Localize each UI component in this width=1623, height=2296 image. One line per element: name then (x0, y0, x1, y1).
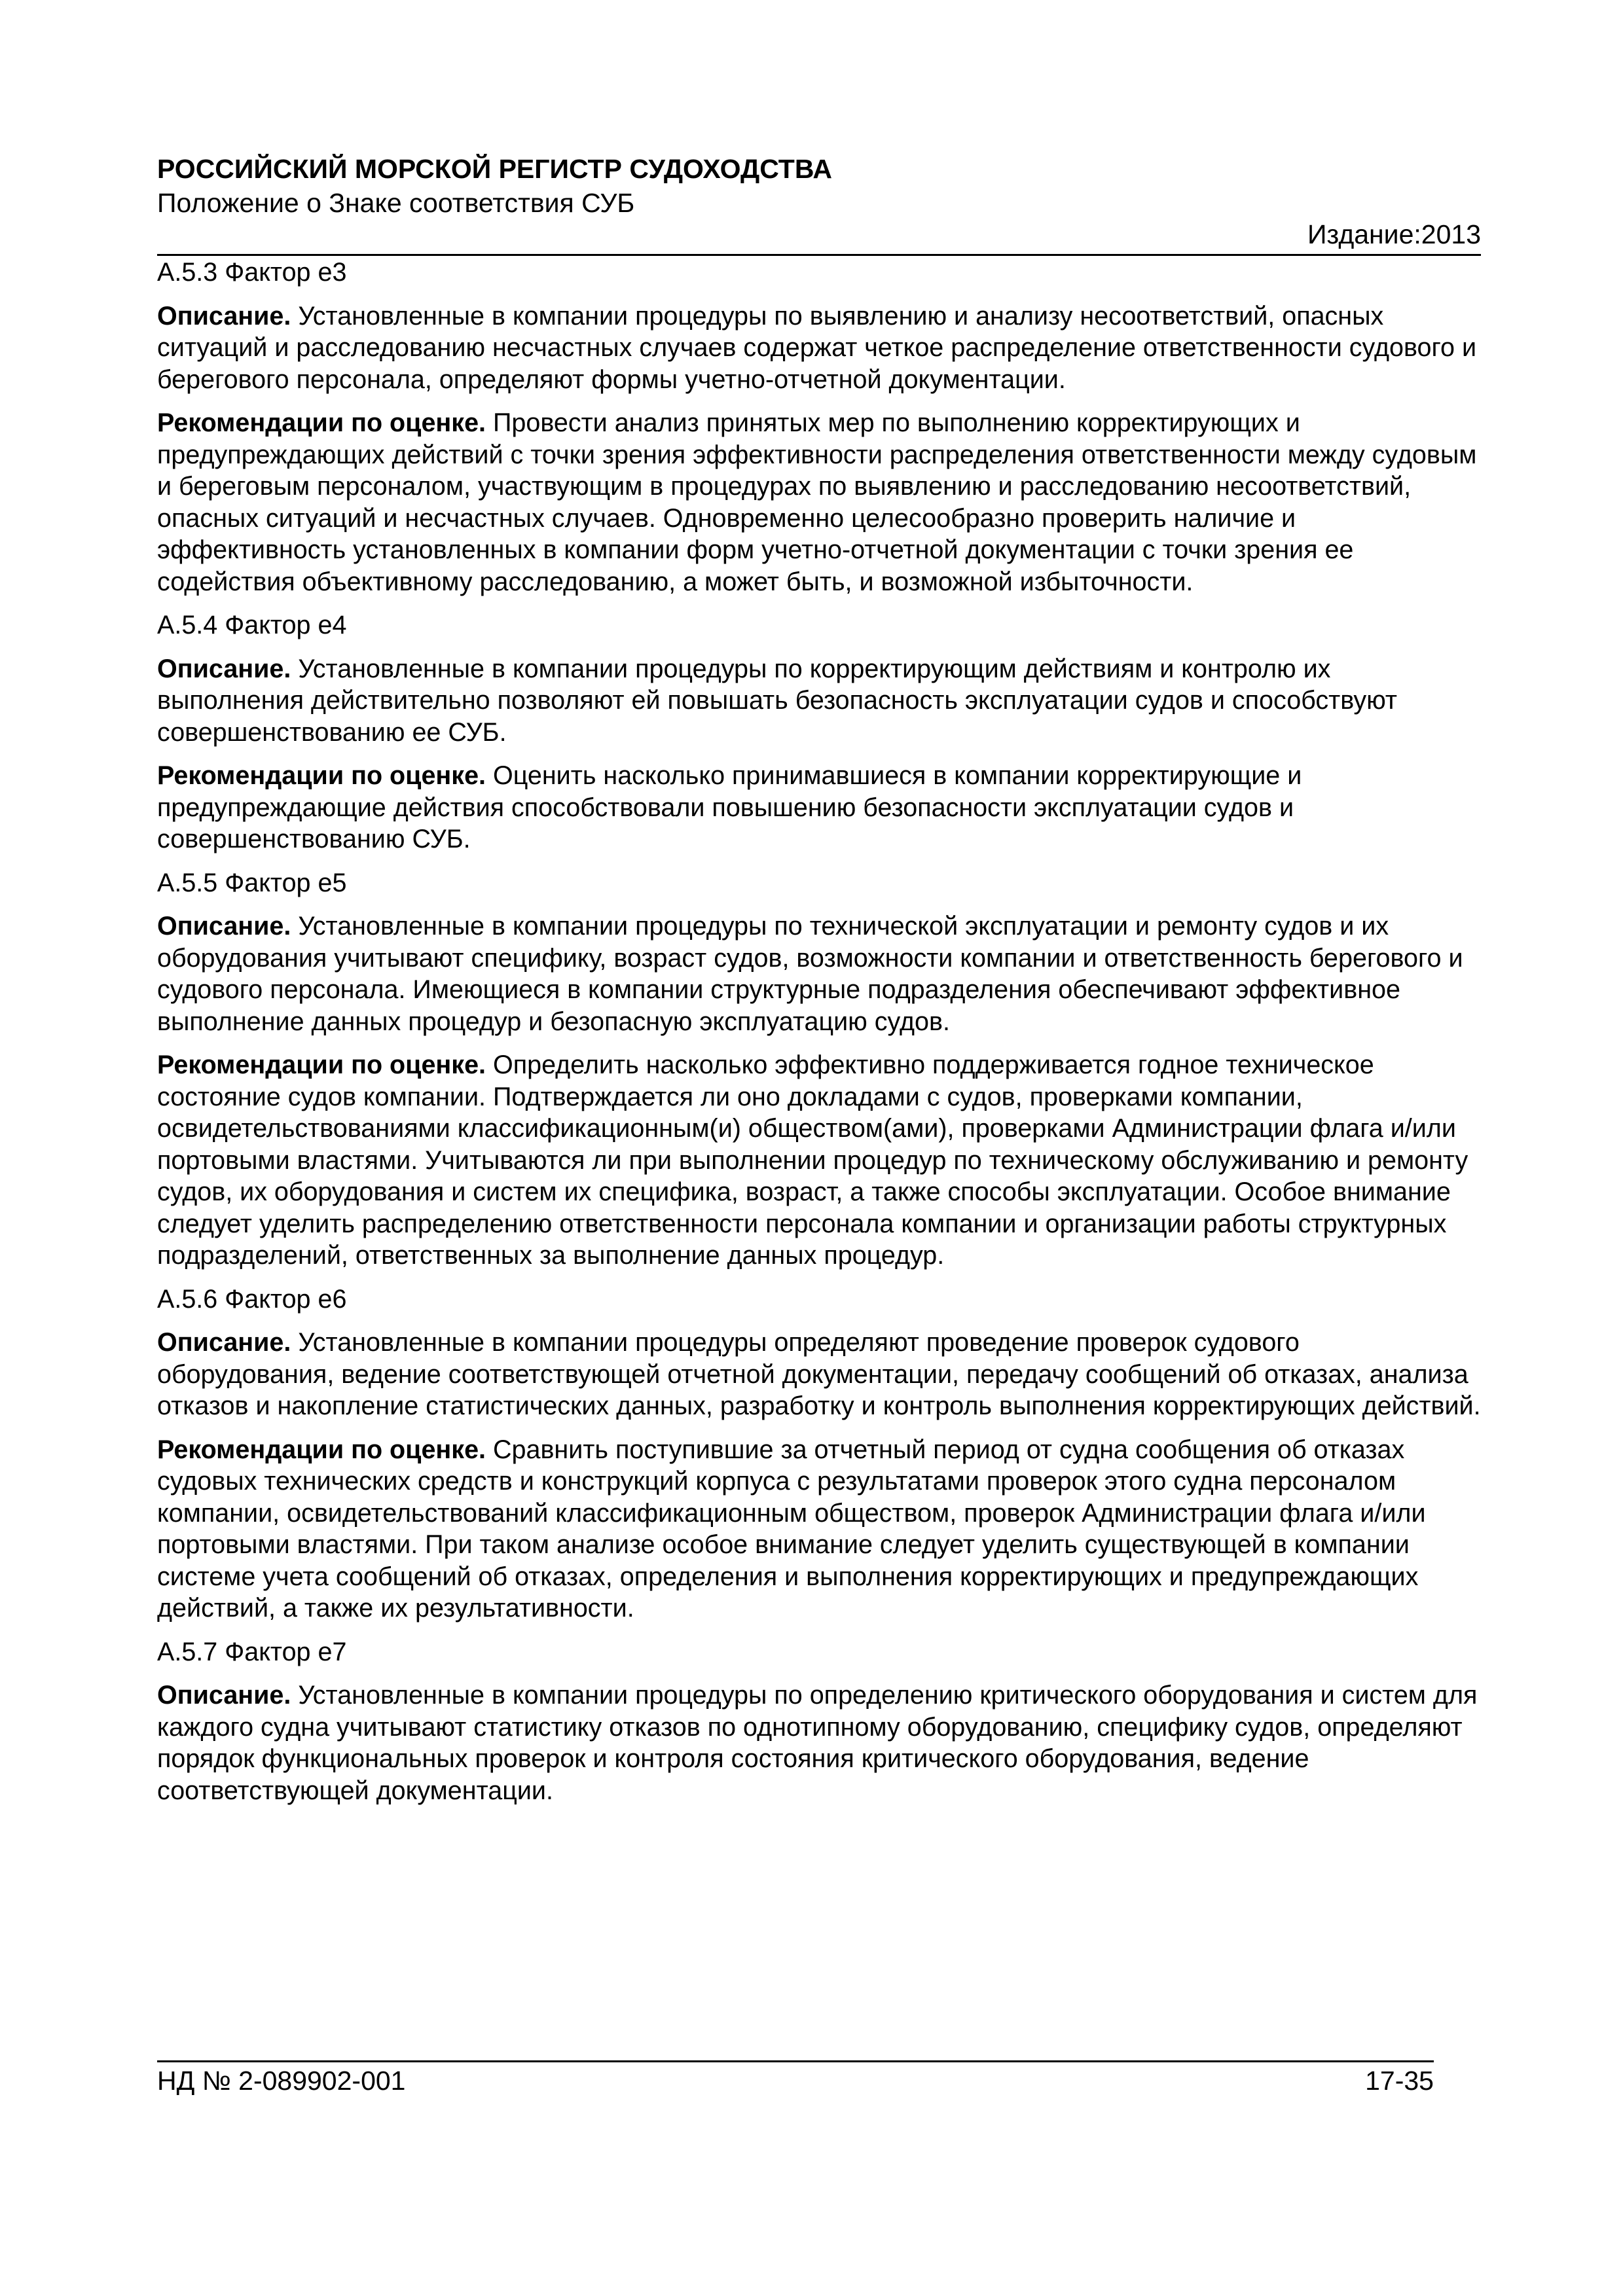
recommendation-text: Оценить насколько принимавшиеся в компании корректирующие и предупреждающие действия способствовали повышению безопасности эксплуатации судов и совершенствованию СУБ. (157, 761, 1302, 853)
section-a-5-5 (157, 867, 1481, 1272)
recommendation-paragraph (157, 1049, 1481, 1272)
organization-name: РОССИЙСКИЙ МОРСКОЙ РЕГИСТР СУДОХОДСТВА (157, 154, 833, 184)
description-paragraph (157, 1679, 1481, 1806)
description-paragraph (157, 300, 1481, 396)
description-paragraph (157, 910, 1481, 1037)
description-label: Описание. (157, 912, 291, 941)
recommendation-label: Рекомендации по оценке. (157, 408, 486, 437)
description-text: Установленные в компании процедуры по выявлению и анализу несоответствий, опасных ситуаций и расследованию несчастных случаев содержат четкое распределение ответственности судового и берегового персонала, определяют формы учетно-отчетной документации. (157, 301, 1477, 394)
description-label: Описание. (157, 1681, 291, 1710)
section-heading: А.5.7 Фактор е7 (157, 1637, 347, 1666)
recommendation-paragraph (157, 760, 1481, 855)
page-number: 17-35 (1365, 2066, 1434, 2096)
description-paragraph (157, 1327, 1481, 1422)
recommendation-text: Определить насколько эффективно поддерживается годное техническое состояние судов компании. Подтверждается ли оно докладами с судов, проверками компании, освидетельствованиями классификационным(и) обществом(ами), проверками Администрации флага и/или портовыми властями. Учитываются ли при выполнении процедур по техническому обслуживанию и ремонту судов, их оборудования и систем их специфика, возраст, а также способы эксплуатации. Особое внимание следует уделить распределению ответственности персонала компании и организации работы структурных подразделений, ответственных за выполнение данных процедур. (157, 1050, 1468, 1270)
description-text: Установленные в компании процедуры по технической эксплуатации и ремонту судов и их оборудования учитывают специфику, возраст судов, возможности компании и ответственность берегового и судового персонала. Имеющиеся в компании структурные подразделения обеспечивают эффективное выполнение данных процедур и безопасную эксплуатацию судов. (157, 912, 1463, 1036)
description-text: Установленные в компании процедуры определяют проведение проверок судового оборудования, ведение соответствующей отчетной документации, передачу сообщений об отказах, анализа отказов и накопление статистических данных, разработку и контроль выполнения корректирующих действий. (157, 1328, 1481, 1420)
description-label: Описание. (157, 1328, 291, 1357)
section-a-5-4 (157, 609, 1481, 855)
section-heading: А.5.4 Фактор е4 (157, 611, 347, 639)
recommendation-paragraph (157, 1434, 1481, 1624)
section-heading: А.5.5 Фактор е5 (157, 868, 347, 897)
page-footer (157, 2064, 1434, 2098)
description-label: Описание. (157, 301, 291, 331)
document-number: НД № 2-089902-001 (157, 2066, 406, 2096)
recommendation-paragraph (157, 407, 1481, 598)
description-text: Установленные в компании процедуры по определению критического оборудования и систем для каждого судна учитывают статистику отказов по однотипному оборудованию, специфику судов, определяют порядок функциональных проверок и контроля состояния критического оборудования, ведение соответствующей документации. (157, 1681, 1478, 1805)
recommendation-text: Сравнить поступившие за отчетный период от судна сообщения об отказах судовых технических средств и конструкций корпуса с результатами проверок этого судна персоналом компании, освидетельствований классификационным обществом, проверок Администрации флага и/или портовыми властями. При таком анализе особое внимание следует уделить существующей в компании системе учета сообщений об отказах, определения и выполнения корректирующих и предупреждающих действий, а также их результативности. (157, 1435, 1426, 1623)
recommendation-label: Рекомендации по оценке. (157, 1050, 486, 1079)
description-label: Описание. (157, 654, 291, 683)
recommendation-text: Провести анализ принятых мер по выполнению корректирующих и предупреждающих действий с точки зрения эффективности распределения ответственности между судовым и береговым персоналом, участвующим в процедурах по выявлению и расследованию несоответствий, опасных ситуаций и несчастных случаев. Одновременно целесообразно проверить наличие и эффективность установленных в компании форм учетно-отчетной документации с точки зрения ее содействия объективному расследованию, а может быть, и возможной избыточности. (157, 408, 1477, 596)
footer-divider (157, 2060, 1434, 2062)
page-header (157, 152, 1481, 249)
section-a-5-7 (157, 1636, 1481, 1807)
section-heading: А.5.3 Фактор е3 (157, 258, 347, 287)
section-a-5-3 (157, 257, 1481, 598)
recommendation-label: Рекомендации по оценке. (157, 1435, 486, 1464)
section-a-5-6 (157, 1283, 1481, 1624)
description-paragraph (157, 653, 1481, 749)
edition-label: Издание:2013 (1307, 219, 1481, 249)
recommendation-label: Рекомендации по оценке. (157, 761, 486, 790)
document-body (157, 257, 1481, 1818)
header-divider (157, 254, 1481, 256)
section-heading: А.5.6 Фактор е6 (157, 1284, 347, 1314)
description-text: Установленные в компании процедуры по корректирующим действиям и контролю их выполнения действительно позволяют ей повышать безопасность эксплуатации судов и способствуют совершенствованию ее СУБ. (157, 654, 1397, 747)
document-title: Положение о Знаке соответствия СУБ (157, 188, 635, 218)
